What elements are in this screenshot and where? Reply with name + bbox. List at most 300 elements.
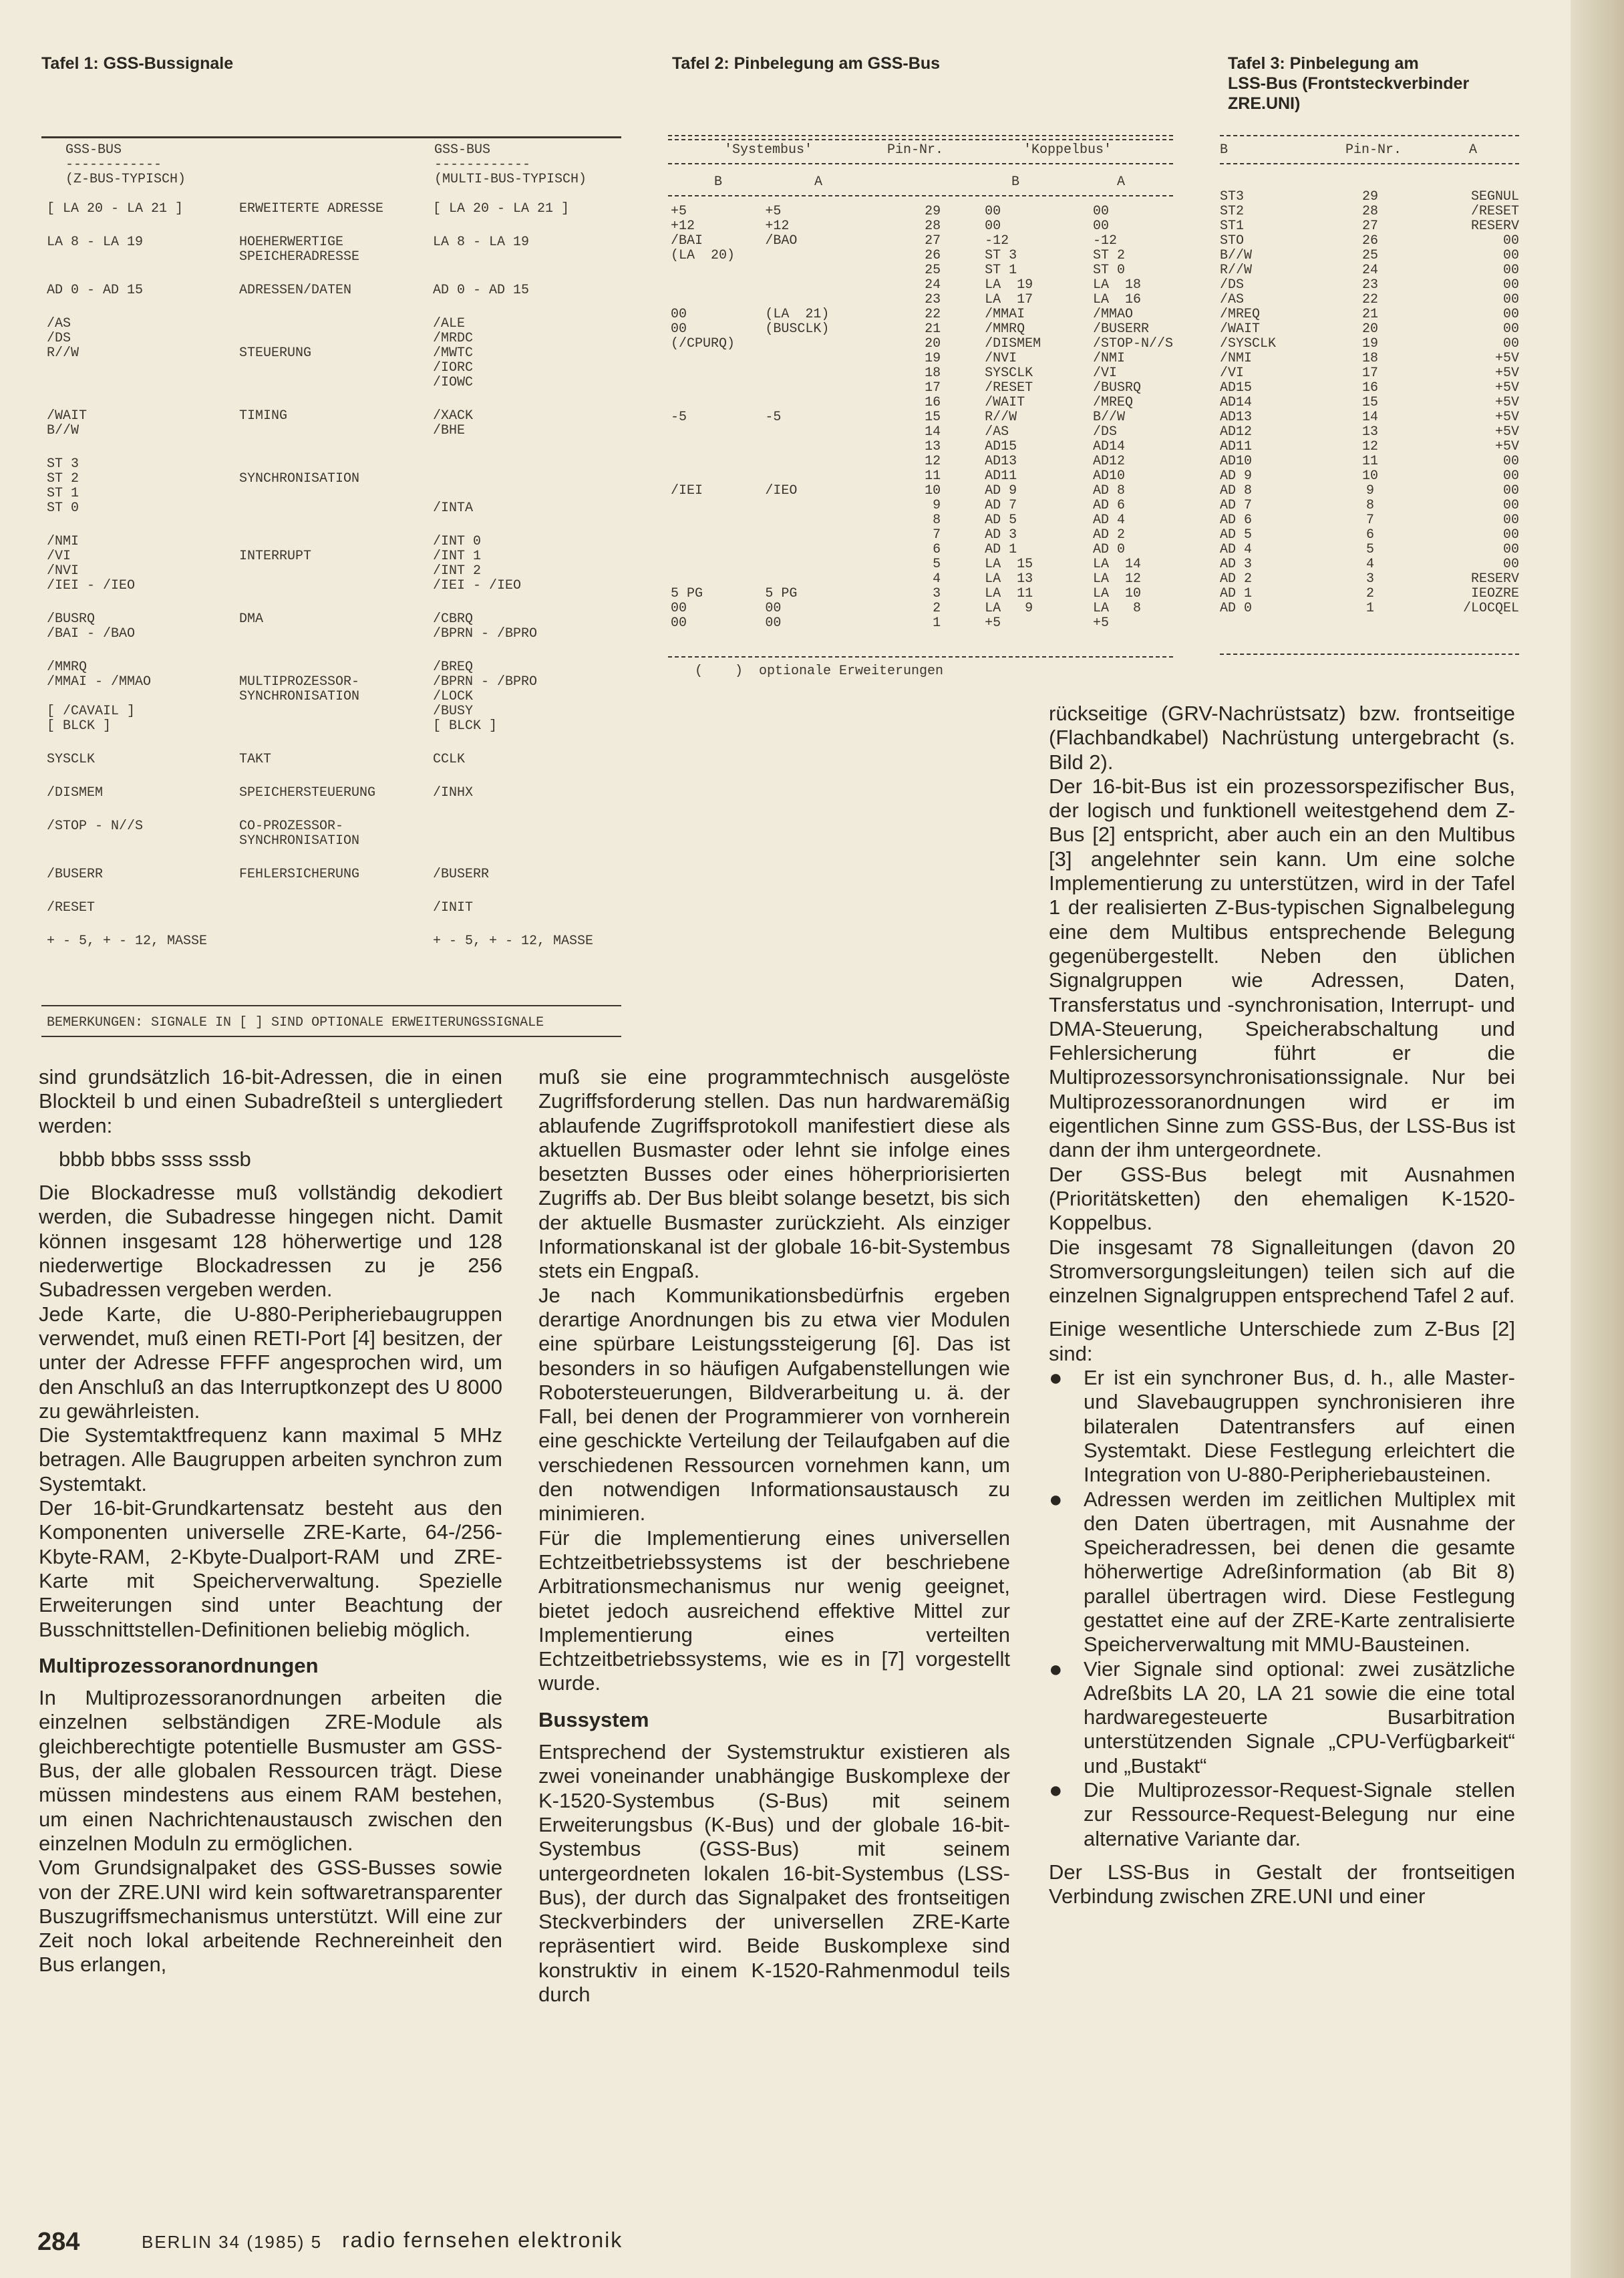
z-bus-signal: /AS bbox=[47, 316, 71, 331]
z-bus-signal: /NMI bbox=[47, 534, 79, 549]
z-bus-signal: AD 0 - AD 15 bbox=[47, 283, 144, 298]
systembus-a bbox=[765, 351, 859, 366]
lss-b-signal: /MREQ bbox=[1220, 307, 1261, 322]
z-bus-signal: ST 1 bbox=[47, 486, 79, 501]
z-bus-signal: /MMAI - /MMAO bbox=[47, 674, 152, 690]
signal-function: FEHLERSICHERUNG bbox=[239, 867, 360, 882]
tafel2-mid-rule bbox=[668, 163, 1173, 164]
multibus-signal: + - 5, + - 12, MASSE bbox=[433, 934, 594, 949]
systembus-b bbox=[668, 263, 765, 278]
systembus-b: +5 bbox=[671, 204, 687, 219]
signal-function bbox=[239, 317, 433, 331]
lss-a-signal: 00 bbox=[1502, 483, 1519, 499]
tafel2-subheader bbox=[668, 175, 1173, 190]
systembus-a bbox=[765, 469, 859, 484]
lss-b-signal: /AS bbox=[1220, 292, 1245, 307]
signal-function: HOEHERWERTIGE bbox=[239, 235, 344, 250]
pin-row bbox=[1220, 249, 1519, 263]
tafel1-head-right: GSS-BUS ------------ (MULTI-BUS-TYPISCH) bbox=[434, 142, 587, 187]
lss-a-signal: 00 bbox=[1502, 233, 1519, 249]
systembus-b bbox=[668, 543, 765, 557]
z-bus-signal: /MMRQ bbox=[47, 660, 88, 675]
systembus-b: 5 PG bbox=[671, 586, 703, 601]
koppelbus-a: LA 8 bbox=[1092, 601, 1141, 616]
koppelbus-a: AD10 bbox=[1092, 468, 1125, 484]
pin-number: 14 bbox=[925, 424, 941, 440]
pin-row bbox=[668, 499, 1173, 513]
pin-number: 5 bbox=[1365, 542, 1374, 557]
pin-number: 20 bbox=[1361, 321, 1378, 337]
pin-number: 1 bbox=[933, 615, 941, 631]
pin-row bbox=[668, 587, 1173, 601]
pin-row bbox=[668, 234, 1173, 249]
lss-a-signal: +5V bbox=[1494, 395, 1519, 410]
systembus-a bbox=[765, 425, 859, 440]
bullet-item bbox=[1049, 1366, 1515, 1487]
multibus-signal: AD 0 - AD 15 bbox=[433, 283, 530, 298]
pin-number: 8 bbox=[1365, 498, 1374, 513]
tafel2-h-koppelbus: 'Koppelbus' bbox=[1023, 142, 1112, 158]
signal-row bbox=[47, 317, 621, 331]
lss-a-signal: RESERV bbox=[1470, 571, 1519, 587]
z-bus-signal: SYSCLK bbox=[47, 752, 96, 767]
pin-number: 17 bbox=[1361, 366, 1378, 381]
signal-group bbox=[47, 612, 621, 642]
pin-number: 29 bbox=[925, 204, 941, 219]
multibus-signal: /MWTC bbox=[433, 345, 474, 361]
pin-number: 21 bbox=[1361, 307, 1378, 322]
z-bus-signal: /BAI - /BAO bbox=[47, 626, 136, 642]
pin-row bbox=[1220, 440, 1519, 454]
lss-a-signal: 00 bbox=[1502, 336, 1519, 351]
pin-number: 9 bbox=[1365, 483, 1374, 499]
pin-number: 16 bbox=[1361, 380, 1378, 396]
pin-number: 3 bbox=[1365, 571, 1374, 587]
signal-group bbox=[47, 235, 621, 265]
systembus-a: /IEO bbox=[765, 483, 798, 499]
koppelbus-b: LA 11 bbox=[985, 586, 1033, 601]
koppelbus-b: /DISMEM bbox=[985, 336, 1041, 351]
address-format: bbbb bbbs ssss sssb bbox=[59, 1147, 251, 1171]
z-bus-signal: /VI bbox=[47, 549, 71, 564]
koppelbus-a: LA 18 bbox=[1092, 277, 1141, 293]
tafel2-note: ( ) optionale Erweiterungen bbox=[695, 664, 944, 679]
systembus-b: -5 bbox=[671, 410, 687, 425]
lss-b-signal: ST2 bbox=[1220, 204, 1245, 219]
signal-function: MULTIPROZESSOR- bbox=[239, 674, 360, 690]
tafel2-h-pin-blank bbox=[868, 175, 962, 190]
pin-row bbox=[1220, 234, 1519, 249]
lss-b-signal: /NMI bbox=[1220, 351, 1253, 366]
signal-row bbox=[47, 250, 621, 265]
pin-number: 18 bbox=[925, 366, 941, 381]
koppelbus-a: LA 12 bbox=[1092, 571, 1141, 587]
tafel2-h-a2: A bbox=[1116, 174, 1125, 190]
lss-b-signal: AD13 bbox=[1220, 410, 1253, 425]
z-bus-signal: /STOP - N//S bbox=[47, 819, 144, 834]
signal-function bbox=[239, 704, 433, 719]
signal-function bbox=[239, 660, 433, 675]
lss-a-signal: 00 bbox=[1502, 292, 1519, 307]
pin-row bbox=[668, 484, 1173, 499]
col3-para-6: Der LSS-Bus in Gestalt der frontseitigen Verbindung zwischen ZRE.UNI und einer bbox=[1049, 1860, 1515, 1908]
lss-b-signal: AD 2 bbox=[1220, 571, 1253, 587]
tafel3-header bbox=[1220, 143, 1519, 158]
pin-number: 10 bbox=[1361, 468, 1378, 484]
systembus-b bbox=[668, 425, 765, 440]
koppelbus-a: +5 bbox=[1092, 615, 1109, 631]
signal-function: ERWEITERTE ADRESSE bbox=[239, 201, 384, 217]
tafel1-note-rule bbox=[41, 1005, 621, 1006]
pin-number: 24 bbox=[1361, 263, 1378, 278]
signal-row bbox=[47, 472, 621, 486]
signal-function bbox=[239, 331, 433, 346]
col3-para-2: Der 16-bit-Bus ist ein prozessorspezifischer Bus, der logisch und funktionell weitestgehend dem Z-Bus [2] entspricht, aber auch ein an den Multibus [3] angelehnter sein kann. Um eine solche Implementierung zu unterstützen, wird in der Tafel 1 der realisierten Z-Bus-typischen Signalbelegung eine dem Multibus entsprechende Belegung gegenübergestellt. Neben den üblichen Signalgruppen wie Adressen, Daten, Transferstatus und -synchronisation, Interrupt- und DMA-Steuerung, Speicherabschaltung und Fehlersicherung führt er die Multiprozessorsynchronisationssignale. Nur bei Multiprozessoranordnungen wird er im eigentlichen Sinne zum GSS-Bus, der LSS-Bus ist dann der ihm untergeordnete. bbox=[1049, 774, 1515, 1162]
col1-para-4: Die Systemtaktfrequenz kann maximal 5 MHz betragen. Alle Baugruppen arbeiten synchron zum Systemtakt. bbox=[39, 1423, 502, 1496]
systembus-a: +5 bbox=[765, 204, 782, 219]
signal-function bbox=[239, 376, 433, 390]
signal-group bbox=[47, 786, 621, 801]
systembus-a bbox=[765, 543, 859, 557]
pin-number: 27 bbox=[925, 233, 941, 249]
lss-b-signal: STO bbox=[1220, 233, 1245, 249]
tafel3-h-b: B bbox=[1220, 142, 1229, 158]
signal-row bbox=[47, 834, 621, 849]
systembus-a bbox=[765, 528, 859, 543]
lss-a-signal: 00 bbox=[1502, 307, 1519, 322]
pin-row bbox=[1220, 469, 1519, 484]
pin-row bbox=[668, 528, 1173, 543]
koppelbus-b: AD11 bbox=[985, 468, 1017, 484]
signal-row bbox=[47, 457, 621, 472]
signal-row bbox=[47, 901, 621, 915]
koppelbus-a: AD14 bbox=[1092, 439, 1125, 454]
multibus-signal: /INT 2 bbox=[433, 563, 482, 579]
pin-number: 20 bbox=[925, 336, 941, 351]
pin-row bbox=[1220, 351, 1519, 366]
pin-number: 11 bbox=[1361, 454, 1378, 469]
z-bus-signal: /BUSERR bbox=[47, 867, 104, 882]
lss-a-signal: IEOZRE bbox=[1470, 586, 1519, 601]
pin-row bbox=[1220, 204, 1519, 219]
signal-group bbox=[47, 535, 621, 593]
koppelbus-b: AD15 bbox=[985, 439, 1017, 454]
koppelbus-b: SYSCLK bbox=[985, 366, 1033, 381]
lss-a-signal: /RESET bbox=[1470, 204, 1519, 219]
pin-number: 15 bbox=[925, 410, 941, 425]
pin-row bbox=[668, 616, 1173, 631]
koppelbus-b: ST 3 bbox=[985, 248, 1017, 263]
signal-group bbox=[47, 867, 621, 882]
signal-function: TIMING bbox=[239, 408, 288, 424]
pin-row bbox=[668, 366, 1173, 381]
col1-para-6: In Multiprozessoranordnungen arbeiten die einzelnen selbständigen ZRE-Module als gleichberechtigte potentielle Busmuster am GSS-Bus, der alle globalen Ressourcen trägt. Diese müssen mindestens aus einem RAM bestehen, um einen Nachrichtenaustausch zwischen den einzelnen Moduln zu ermöglichen. bbox=[39, 1686, 502, 1855]
multibus-signal: /BPRN - /BPRO bbox=[433, 626, 538, 642]
pin-number: 29 bbox=[1361, 189, 1378, 204]
signal-function: SPEICHERSTEUERUNG bbox=[239, 785, 376, 801]
pin-row bbox=[1220, 278, 1519, 293]
bullet-text: Adressen werden im zeitlichen Multiplex mit den Daten übertragen, mit Ausnahme der Speicheradressen, bei denen die gesamte höherwertige Adreßinformation (ab Bit 8) parallel übertragen wird. Diese Festlegung gestattet eine auf der ZRE-Karte zentralisierte Speicherverwaltung mit MMU-Bausteinen. bbox=[1084, 1487, 1515, 1657]
koppelbus-b: AD 3 bbox=[985, 527, 1017, 543]
koppelbus-b: AD13 bbox=[985, 454, 1017, 469]
bullet-item bbox=[1049, 1778, 1515, 1851]
tafel2-h-b1: B bbox=[713, 174, 722, 190]
systembus-a bbox=[765, 454, 859, 469]
pin-row bbox=[1220, 425, 1519, 440]
systembus-b: /IEI bbox=[671, 483, 703, 499]
signal-group bbox=[47, 819, 621, 849]
signal-group bbox=[47, 934, 621, 949]
signal-row bbox=[47, 867, 621, 882]
col2-para-1: muß sie eine programmtechnisch ausgelöste Zugriffsforderung stellen. Das nun hardwaremäßig ablaufende Zugriffsprotokoll manifestiert diese als aktuellen Busmaster oder lehnt sie infolge eines besetzten Busses oder eines höherpriorisierten Zugriffs ab. Der Bus bleibt solange besetzt, bis sich der aktuelle Busmaster zurückzieht. Als einziger Informationskanal ist der globale 16-bit-Systembus stets ein Engpaß. bbox=[538, 1065, 1010, 1283]
signal-group bbox=[47, 283, 621, 298]
signal-row bbox=[47, 579, 621, 593]
pin-number: 17 bbox=[925, 380, 941, 396]
koppelbus-b: /WAIT bbox=[985, 395, 1025, 410]
signal-function: ADRESSEN/DATEN bbox=[239, 283, 352, 298]
lss-b-signal: ST1 bbox=[1220, 219, 1245, 234]
multibus-signal: /INTA bbox=[433, 501, 474, 516]
z-bus-signal: /WAIT bbox=[47, 408, 88, 424]
koppelbus-b: AD 7 bbox=[985, 498, 1017, 513]
signal-function: DMA bbox=[239, 611, 264, 627]
tafel2-bottom-rule bbox=[668, 656, 1173, 658]
systembus-b: 00 bbox=[671, 321, 687, 337]
systembus-b bbox=[668, 278, 765, 293]
koppelbus-a: B//W bbox=[1092, 410, 1125, 425]
koppelbus-b: LA 9 bbox=[985, 601, 1033, 616]
pin-number: 19 bbox=[925, 351, 941, 366]
systembus-b bbox=[668, 513, 765, 528]
z-bus-signal: LA 8 - LA 19 bbox=[47, 235, 144, 250]
pin-number: 28 bbox=[925, 219, 941, 234]
tafel3-rows bbox=[1220, 190, 1519, 616]
lss-b-signal: AD11 bbox=[1220, 439, 1253, 454]
pin-row bbox=[668, 440, 1173, 454]
koppelbus-b: /NVI bbox=[985, 351, 1017, 366]
tafel2-h-b2: B bbox=[1011, 174, 1019, 190]
lss-a-signal: 00 bbox=[1502, 454, 1519, 469]
tafel3-bottom-rule bbox=[1220, 654, 1519, 655]
signal-row bbox=[47, 612, 621, 627]
pin-row bbox=[668, 293, 1173, 307]
z-bus-signal: /NVI bbox=[47, 563, 79, 579]
multibus-signal: /BUSY bbox=[433, 704, 474, 719]
systembus-a bbox=[765, 557, 859, 572]
lss-b-signal: /WAIT bbox=[1220, 321, 1261, 337]
pin-row bbox=[668, 307, 1173, 322]
pin-row bbox=[668, 219, 1173, 234]
col2-para-4: Entsprechend der Systemstruktur existieren als zwei voneinander unabhängige Buskomplexe der K-1520-Systembus (S-Bus) mit seinem Erweiterungsbus (K-Bus) und der globale 16-bit-Systembus (GSS-Bus) mit seinem untergeordneten lokalen 16-bit-Systembus (LSS-Bus), der durch das Signalpaket des frontseitigen Steckverbinders der universellen ZRE-Karte repräsentiert wird. Beide Buskomplexe sind konstruktiv in einem K-1520-Rahmenmodul teils durch bbox=[538, 1740, 1010, 2006]
systembus-b bbox=[668, 528, 765, 543]
lss-b-signal: /DS bbox=[1220, 277, 1245, 293]
pin-row bbox=[1220, 381, 1519, 396]
bullet-dot: ● bbox=[1049, 1486, 1063, 1512]
signal-row bbox=[47, 934, 621, 949]
multibus-signal: /CBRQ bbox=[433, 611, 474, 627]
multibus-signal: /IEI - /IEO bbox=[433, 578, 522, 593]
z-bus-signal bbox=[47, 834, 239, 849]
pin-row bbox=[668, 337, 1173, 351]
koppelbus-b: /MMAI bbox=[985, 307, 1025, 322]
tafel2-header bbox=[668, 143, 1173, 158]
signal-group bbox=[47, 660, 621, 734]
koppelbus-a: 00 bbox=[1092, 219, 1109, 234]
pin-number: 23 bbox=[925, 292, 941, 307]
signal-group bbox=[47, 409, 621, 438]
pin-number: 7 bbox=[933, 527, 941, 543]
z-bus-signal: [ LA 20 - LA 21 ] bbox=[47, 201, 184, 217]
col3-para-3: Der GSS-Bus belegt mit Ausnahmen (Prioritätsketten) den ehemaligen K-1520-Koppelbus. bbox=[1049, 1162, 1515, 1235]
text-column-1 bbox=[39, 1065, 502, 1977]
z-bus-signal bbox=[47, 361, 239, 376]
signal-function bbox=[239, 361, 433, 376]
pin-number: 15 bbox=[1361, 395, 1378, 410]
z-bus-signal: /DS bbox=[47, 331, 71, 346]
systembus-a: (BUSCLK) bbox=[765, 321, 830, 337]
signal-row bbox=[47, 660, 621, 675]
lss-a-signal: 00 bbox=[1502, 542, 1519, 557]
col1-para-2: Die Blockadresse muß vollständig dekodiert werden, die Subadresse hingegen nicht. Damit können insgesamt 128 höherwertige und 128 niederwertige Blockadressen zu je 256 Subadressen vergeben werden. bbox=[39, 1181, 502, 1302]
signal-function bbox=[239, 501, 433, 516]
pin-row bbox=[1220, 366, 1519, 381]
systembus-b bbox=[668, 557, 765, 572]
systembus-a bbox=[765, 499, 859, 513]
tafel3-title: Tafel 3: Pinbelegung am LSS-Bus (Frontsteckverbinder ZRE.UNI) bbox=[1228, 54, 1470, 113]
systembus-b bbox=[668, 440, 765, 454]
multibus-signal: [ BLCK ] bbox=[433, 718, 498, 734]
lss-a-signal: 00 bbox=[1502, 498, 1519, 513]
pin-row bbox=[1220, 219, 1519, 234]
lss-b-signal: AD14 bbox=[1220, 395, 1253, 410]
signal-group bbox=[47, 752, 621, 767]
signal-function: STEUERUNG bbox=[239, 345, 312, 361]
pin-row bbox=[668, 204, 1173, 219]
signal-function: INTERRUPT bbox=[239, 549, 312, 564]
tafel1-top-rule bbox=[41, 136, 621, 138]
pin-number: 10 bbox=[925, 483, 941, 499]
z-bus-signal: /DISMEM bbox=[47, 785, 104, 801]
pin-row bbox=[1220, 410, 1519, 425]
koppelbus-a: AD 6 bbox=[1092, 498, 1125, 513]
z-bus-signal: ST 0 bbox=[47, 501, 79, 516]
pin-number: 11 bbox=[925, 468, 941, 484]
tafel3-h-pin: Pin-Nr. bbox=[1345, 142, 1402, 158]
tafel1-signal-groups bbox=[47, 202, 621, 949]
lss-a-signal: +5V bbox=[1494, 380, 1519, 396]
signal-group bbox=[47, 202, 621, 217]
systembus-b bbox=[668, 381, 765, 396]
lss-b-signal: AD 1 bbox=[1220, 586, 1253, 601]
pin-number: 6 bbox=[933, 542, 941, 557]
pin-number: 27 bbox=[1361, 219, 1378, 234]
pin-row bbox=[1220, 293, 1519, 307]
systembus-a bbox=[765, 249, 859, 263]
next-page-edge bbox=[1571, 0, 1624, 2278]
koppelbus-a: LA 10 bbox=[1092, 586, 1141, 601]
pin-number: 14 bbox=[1361, 410, 1378, 425]
col1-para-7: Vom Grundsignalpaket des GSS-Busses sowie von der ZRE.UNI wird kein softwaretransparenter Buszugriffsmechanismus unterstützt. Will eine zur Zeit noch lokal arbeitende Rechnereinheit den Bus erlangen, bbox=[39, 1856, 502, 1977]
pin-row bbox=[1220, 572, 1519, 587]
lss-a-signal: RESERV bbox=[1470, 219, 1519, 234]
lss-b-signal: AD10 bbox=[1220, 454, 1253, 469]
z-bus-signal: [ BLCK ] bbox=[47, 718, 112, 734]
pin-number: 6 bbox=[1365, 527, 1374, 543]
multibus-signal: /IORC bbox=[433, 360, 474, 376]
pin-row bbox=[1220, 307, 1519, 322]
systembus-a: 00 bbox=[765, 601, 782, 616]
systembus-a bbox=[765, 263, 859, 278]
lss-a-signal: 00 bbox=[1502, 263, 1519, 278]
systembus-b: 00 bbox=[671, 615, 687, 631]
multibus-signal: /INT 0 bbox=[433, 534, 482, 549]
pin-number: 3 bbox=[933, 586, 941, 601]
pin-number: 4 bbox=[1365, 557, 1374, 572]
pin-number: 22 bbox=[1361, 292, 1378, 307]
tafel2-h-a1: A bbox=[814, 174, 822, 190]
systembus-b: 00 bbox=[671, 601, 687, 616]
koppelbus-b: /MMRQ bbox=[985, 321, 1025, 337]
koppelbus-b: LA 19 bbox=[985, 277, 1033, 293]
signal-row bbox=[47, 346, 621, 361]
pin-row bbox=[1220, 557, 1519, 572]
multibus-signal: LA 8 - LA 19 bbox=[433, 235, 530, 250]
pin-number: 24 bbox=[925, 277, 941, 293]
signal-row bbox=[47, 202, 621, 217]
pin-row bbox=[668, 469, 1173, 484]
koppelbus-a: AD 4 bbox=[1092, 513, 1125, 528]
signal-function: SYNCHRONISATION bbox=[239, 689, 360, 704]
koppelbus-b: AD 1 bbox=[985, 542, 1017, 557]
lss-a-signal: +5V bbox=[1494, 424, 1519, 440]
pin-row bbox=[668, 396, 1173, 410]
pin-number: 23 bbox=[1361, 277, 1378, 293]
koppelbus-b: -12 bbox=[985, 233, 1009, 249]
pin-row bbox=[668, 601, 1173, 616]
tafel3-h-a: A bbox=[1468, 142, 1477, 158]
pin-number: 28 bbox=[1361, 204, 1378, 219]
tafel2-rows bbox=[668, 204, 1173, 631]
systembus-a bbox=[765, 381, 859, 396]
lss-a-signal: +5V bbox=[1494, 439, 1519, 454]
systembus-a bbox=[765, 513, 859, 528]
signal-row bbox=[47, 424, 621, 438]
koppelbus-b: /AS bbox=[985, 424, 1009, 440]
pin-number: 26 bbox=[1361, 233, 1378, 249]
pin-row bbox=[1220, 587, 1519, 601]
koppelbus-a: ST 2 bbox=[1092, 248, 1125, 263]
signal-row bbox=[47, 627, 621, 642]
signal-function bbox=[239, 424, 433, 438]
signal-function bbox=[239, 486, 433, 501]
koppelbus-a: AD 0 bbox=[1092, 542, 1125, 557]
systembus-b bbox=[668, 351, 765, 366]
z-bus-signal bbox=[47, 250, 239, 265]
text-column-3 bbox=[1049, 702, 1515, 1909]
signal-row bbox=[47, 361, 621, 376]
z-bus-signal: /BUSRQ bbox=[47, 611, 96, 627]
signal-row bbox=[47, 331, 621, 346]
lss-a-signal: 00 bbox=[1502, 527, 1519, 543]
lss-b-signal: ST3 bbox=[1220, 189, 1245, 204]
systembus-a: /BAO bbox=[765, 233, 798, 249]
systembus-a bbox=[765, 337, 859, 351]
tafel1-title: Tafel 1: GSS-Bussignale bbox=[41, 54, 234, 73]
lss-a-signal: +5V bbox=[1494, 366, 1519, 381]
systembus-a: (LA 21) bbox=[765, 307, 830, 322]
pin-number: 4 bbox=[933, 571, 941, 587]
journal-name: radio fernsehen elektronik bbox=[342, 2228, 623, 2252]
